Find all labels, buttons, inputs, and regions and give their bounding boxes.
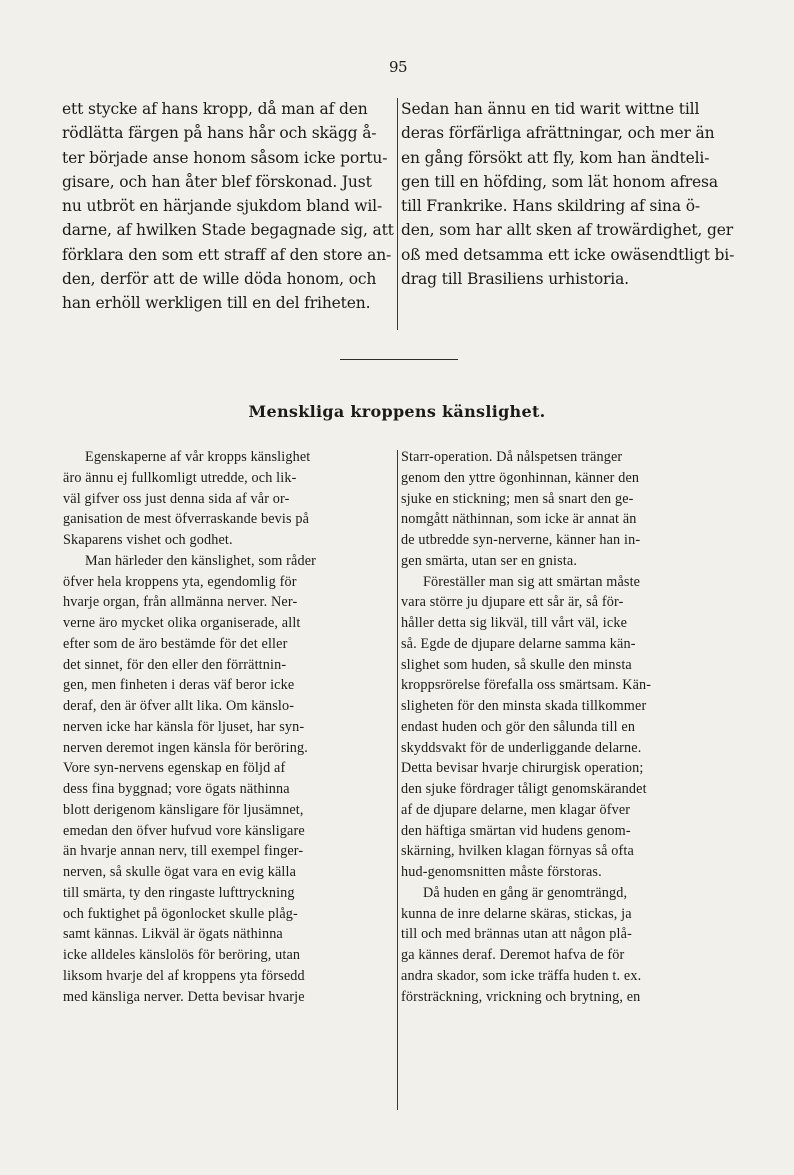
text-line: väl gifver oss just denna sida af vår or- — [63, 490, 290, 507]
text-line: med känsliga nerver. Detta bevisar hvarje — [63, 988, 305, 1005]
text-line: drag till Brasiliens urhistoria. — [401, 270, 629, 289]
text-line: förklara den som ett straff af den store an- — [62, 245, 392, 264]
text-line: sjuke en stickning; men så snart den ge- — [401, 490, 634, 507]
text-line: darne, af hwilken Stade begagnade sig, att — [62, 221, 394, 240]
text-line: och fuktighet på ögonlocket skulle plåg- — [63, 905, 298, 922]
text-line: Föreställer man sig att smärtan måste — [423, 573, 641, 590]
text-line: nerven, så skulle ögat vara en evig källa — [63, 864, 297, 880]
text-line: efter som de äro bestämde för det eller — [63, 635, 288, 652]
text-line: försträckning, vrickning och brytning, en — [401, 988, 641, 1005]
text-line: endast huden och gör den sålunda till en — [401, 718, 636, 735]
text-line: Detta bevisar hvarje chirurgisk operation; — [401, 760, 644, 777]
column-divider-lower — [397, 450, 398, 1110]
text-line: kunna de inre delarne skäras, stickas, ja — [401, 905, 632, 922]
text-line: nerven icke har känsla för ljuset, har syn- — [63, 718, 305, 735]
column-divider-upper — [397, 98, 398, 330]
text-line: genom den yttre ögonhinnan, känner den — [401, 469, 640, 486]
text-line: till Frankrike. Hans skildring af sina ö- — [401, 197, 700, 216]
text-line: en gång försökt att fly, kom han ändteli- — [401, 148, 710, 167]
text-line: samt kännas. Likväl är ögats näthinna — [63, 926, 283, 943]
text-line: nomgått näthinnan, som icke är annat än — [401, 511, 637, 528]
text-line: sligheten för den minsta skada tillkommer — [401, 698, 647, 714]
text-line: af de djupare delarne, men klagar öfver — [401, 801, 631, 818]
text-line: gen smärta, utan ser en gnista. — [401, 552, 578, 569]
text-line: Skaparens vishet och godhet. — [63, 532, 233, 548]
text-line: skyddsvakt för de underliggande delarne. — [401, 739, 642, 756]
text-line: nerven deremot ingen känsla för beröring. — [63, 739, 308, 756]
text-line: ganisation de mest öfverraskande bevis på — [63, 511, 310, 528]
text-line: deras förfärliga afrättningar, och mer än — [401, 124, 715, 143]
text-line: rödlätta färgen på hans hår och skägg å- — [62, 124, 377, 143]
text-line: Starr-operation. Då nålspetsen tränger — [401, 449, 623, 465]
text-line: gisare, och han åter blef förskonad. Just — [62, 172, 372, 191]
upper-right-column — [401, 97, 751, 291]
text-line: andra skador, som icke träffa huden t. ex. — [401, 967, 642, 984]
text-line: gen till en höfding, som lät honom afresa — [401, 172, 718, 191]
text-line: skärning, hvilken klagan förnyas så ofta — [401, 843, 634, 860]
text-line: Då huden en gång är genomträngd, — [423, 884, 628, 901]
section-title: Menskliga kroppens känslighet. — [248, 402, 546, 421]
text-line: vara större ju djupare ett sår är, så för- — [401, 594, 624, 611]
text-line: än hvarje annan nerv, till exempel finger- — [63, 843, 304, 860]
text-line: oß med detsamma ett icke owäsendtligt bi- — [401, 245, 735, 264]
text-line: den häftiga smärtan vid hudens genom- — [401, 822, 631, 839]
text-line: verne äro mycket olika organiserade, allt — [63, 615, 301, 631]
text-line: nu utbröt en härjande sjukdom bland wil- — [62, 197, 383, 216]
text-line: öfver hela kroppens yta, egendomlig för — [63, 573, 297, 590]
text-line: icke alldeles känslolös för beröring, utan — [63, 947, 301, 963]
lower-right-column — [401, 447, 739, 1007]
text-line: de utbredde syn-nerverne, känner han in- — [401, 532, 641, 548]
text-line: blott derigenom känsligare för ljusämnet, — [63, 801, 304, 818]
text-line: det sinnet, för den eller den förrättnin- — [63, 656, 287, 673]
text-line: så. Egde de djupare delarne samma kän- — [401, 635, 636, 652]
text-line: till smärta, ty den ringaste lufttryckning — [63, 884, 295, 901]
lower-left-column — [63, 447, 396, 1007]
text-line: han erhöll werkligen till en del friheten. — [62, 294, 371, 313]
text-line: Vore syn-nervens egenskap en följd af — [63, 760, 286, 777]
text-line: hvarje organ, från allmänna nerver. Ner- — [63, 594, 298, 611]
text-line: slighet som huden, så skulle den minsta — [401, 656, 632, 673]
text-line: gen, men finheten i deras väf beror icke — [63, 677, 295, 694]
text-line: deraf, den är öfver allt lika. Om känslo- — [63, 698, 295, 714]
text-line: den, derför att de wille döda honom, och — [62, 270, 377, 289]
section-separator-rule — [340, 359, 458, 360]
text-line: Egenskaperne af vår kropps känslighet — [85, 449, 311, 465]
text-line: hud-genomsnitten måste förstoras. — [401, 864, 602, 880]
text-line: den, som har allt sken af trowärdighet, ger — [401, 221, 734, 240]
text-line: ett stycke af hans kropp, då man af den — [62, 100, 368, 118]
upper-left-column — [62, 97, 398, 316]
text-line: ter började anse honom såsom icke portu- — [62, 148, 388, 167]
page-number: 95 — [388, 58, 408, 76]
text-line: till och med brännas utan att någon plå- — [401, 926, 632, 943]
text-line: den sjuke fördrager tåligt genomskärandet — [401, 781, 647, 797]
text-line: Sedan han ännu en tid warit wittne till — [401, 100, 700, 118]
text-line: ga kännes deraf. Deremot hafva de för — [401, 947, 625, 963]
text-line: liksom hvarje del af kroppens yta försedd — [63, 967, 305, 984]
text-line: Man härleder den känslighet, som råder — [85, 552, 317, 569]
text-line: emedan den öfver hufvud vore känsligare — [63, 822, 305, 839]
text-line: dess fina byggnad; vore ögats näthinna — [63, 781, 290, 797]
text-line: håller detta sig likväl, till vårt väl, icke — [401, 615, 628, 631]
text-line: äro ännu ej fullkomligt utredde, och lik- — [63, 469, 297, 486]
text-line: kroppsrörelse förefalla oss smärtsam. Kän- — [401, 677, 652, 694]
